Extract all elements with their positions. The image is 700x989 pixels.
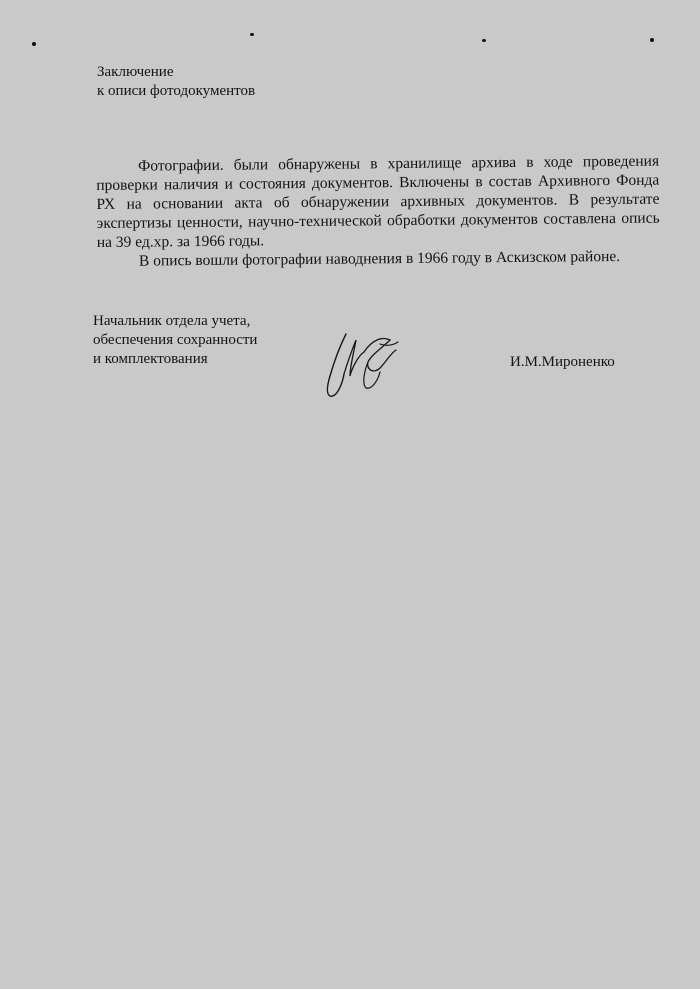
signatory-position-line-1: Начальник отдела учета, <box>93 313 251 329</box>
scan-speck <box>650 38 654 42</box>
body-paragraph-2: В опись вошли фотографии наводнения в 1966 году в Аскизском районе. <box>138 247 621 270</box>
scan-speck <box>250 33 254 36</box>
signatory-name: И.М.Мироненко <box>510 354 615 370</box>
body-paragraph-1: Фотографии. были обнаружены в хранилище архива в ходе проведения проверки наличия и состояния документов. Включены в состав Архивного Фонда РХ на основании акта об обнаружении архивных документов. В результате экспертизы ценности, научно-технической обработки документов составлена опись на 39 ед.хр. за 1966 годы. <box>96 152 660 251</box>
document-body <box>96 152 660 271</box>
document-title: Заключение <box>97 64 174 80</box>
scan-speck <box>32 42 36 46</box>
document-subtitle: к описи фотодокументов <box>97 83 256 99</box>
signatory-position-line-2: обеспечения сохранности <box>93 332 258 348</box>
signatory-position <box>93 312 257 369</box>
scan-speck <box>482 39 486 42</box>
handwritten-signature <box>320 330 402 398</box>
document-header <box>97 63 255 101</box>
signatory-position-line-3: и комплектования <box>93 351 208 367</box>
